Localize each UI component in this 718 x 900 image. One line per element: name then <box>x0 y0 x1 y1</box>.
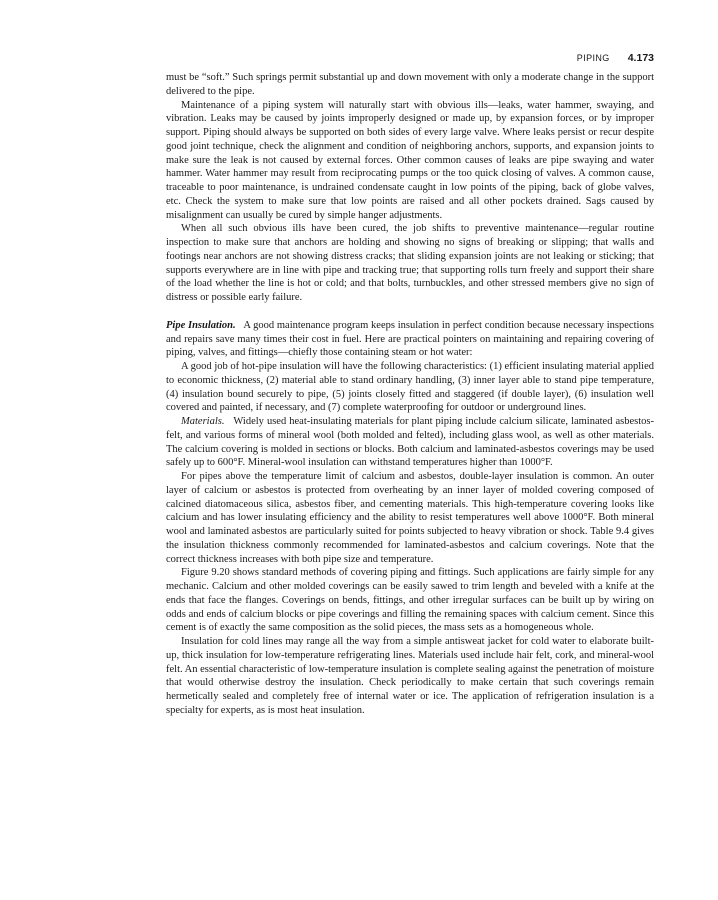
body-text <box>166 71 654 718</box>
paragraph-pipe-insulation <box>166 319 654 360</box>
paragraph-7: For pipes above the temperature limit of calcium and asbestos, double-layer insulation is common. An outer layer of calcium or asbestos is protected from overheating by an inner layer of molded covering composed of calcined diatomaceous silica, asbestos fiber, and cementing materials. This high-temperature covering looks like calcium and has lower insulating efficiency and the ability to resist temperatures well above 1000°F. Both mineral wool and laminated asbestos are particularly suited for points subjected to heavy vibration or shock. Table 9.4 gives the insulation thickness commonly recommended for laminated-asbestos and calcium coverings. Note that the correct thickness increases with both pipe size and temperature. <box>166 471 654 565</box>
paragraph-5: A good job of hot-pipe insulation will have the following characteristics: (1) efficient insulating material applied to economic thickness, (2) material able to stand ordinary handling, (3) inner layer able to stand pipe temperature, (4) insulation bound securely to pipe, (5) joints closely fitted and staggered (if double layer), (6) insulation well covered and painted, if necessary, and (7) complete waterproofing for outdoor or underground lines. <box>166 361 654 414</box>
running-head <box>166 52 654 66</box>
pipe-insulation-heading: Pipe Insulation. <box>166 319 236 331</box>
paragraph-materials <box>166 415 654 470</box>
materials-heading: Materials. <box>181 416 225 427</box>
paragraph-8: Figure 9.20 shows standard methods of covering piping and fittings. Such applications are fairly simple for any mechanic. Calcium and other molded coverings can be easily sawed to trim length and beveled with a knife at the ends that face the flanges. Coverings on bends, fittings, and other irregular surfaces can be built up by wiring on odds and ends of calcium blocks or pipe coverings and filling the remaining spaces with calcium cement. Since this cement is of exactly the same composition as the solid pieces, the mass sets as a homogeneous whole. <box>166 567 654 634</box>
paragraph-2: Maintenance of a piping system will naturally start with obvious ills—leaks, water hammer, swaying, and vibration. Leaks may be caused by joints improperly designed or made up, by expansion forces, or by improper support. Piping should always be supported on both sides of every large valve. Where leaks persist or recur despite good joint technique, check the alignment and condition of neighboring anchors, supports, and expansion joints to make sure the leak is not caused by external forces. Other common causes of leaks are pipe swaying and water hammer. Water hammer may result from reciprocating pumps or the too quick closing of valves. A common cause, traceable to poor maintenance, is undrained condensate caught in low points of the piping, back of globe valves, etc. Check the system to make sure that low points are raised and all other pockets drained. Sags caused by misalignment can usually be cured by simple hanger adjustments. <box>166 99 654 221</box>
paragraph-3: When all such obvious ills have been cured, the job shifts to preventive maintenance—regular routine inspection to make sure that anchors are holding and showing no signs of breaking or slipping; that walls and footings near anchors are not showing distress cracks; that sliding expansion joints are not leaking or sticking; that supports everywhere are in line with pipe and tracking true; that supporting rolls turn freely and support their share of the load whether the line is hot or cold; and that bolts, turnbuckles, and other stressed members give no sign of distress or possible early failure. <box>166 223 654 303</box>
section-title: PIPING <box>576 53 610 63</box>
paragraph-1: must be “soft.” Such springs permit substantial up and down movement with only a moderate change in the support delivered to the pipe. <box>166 72 654 97</box>
page-number: 4.173 <box>627 52 654 64</box>
paragraph-9: Insulation for cold lines may range all the way from a simple antisweat jacket for cold water to elaborate built-up, thick insulation for low-temperature refrigerating lines. Materials used include hair felt, cork, and mineral-wool felt. An essential characteristic of low-temperature insulation is complete sealing against the penetration of moisture that would otherwise destroy the insulation. Check periodically to make certain that such coverings remain hermetically sealed and completely free of internal water or ice. The application of refrigeration insulation is a specialty for experts, as is most heat insulation. <box>166 636 654 716</box>
pipe-insulation-text: A good maintenance program keeps insulation in perfect condition because necessary inspections and repairs save many times their cost in fuel. Here are practical pointers on maintaining and repairing covering of piping, valves, and fittings—chiefly those containing steam or hot water: <box>166 319 655 359</box>
materials-text: Widely used heat-insulating materials for plant piping include calcium silicate, laminated asbestos-felt, and various forms of mineral wool (both molded and felted), including glass wool, as well as other materials. The calcium covering is molded in sections or blocks. Both calcium and laminated-asbestos coverings may be used safely up to 600°F. Mineral-wool insulation can withstand temperatures higher than 1000°F. <box>166 416 654 469</box>
